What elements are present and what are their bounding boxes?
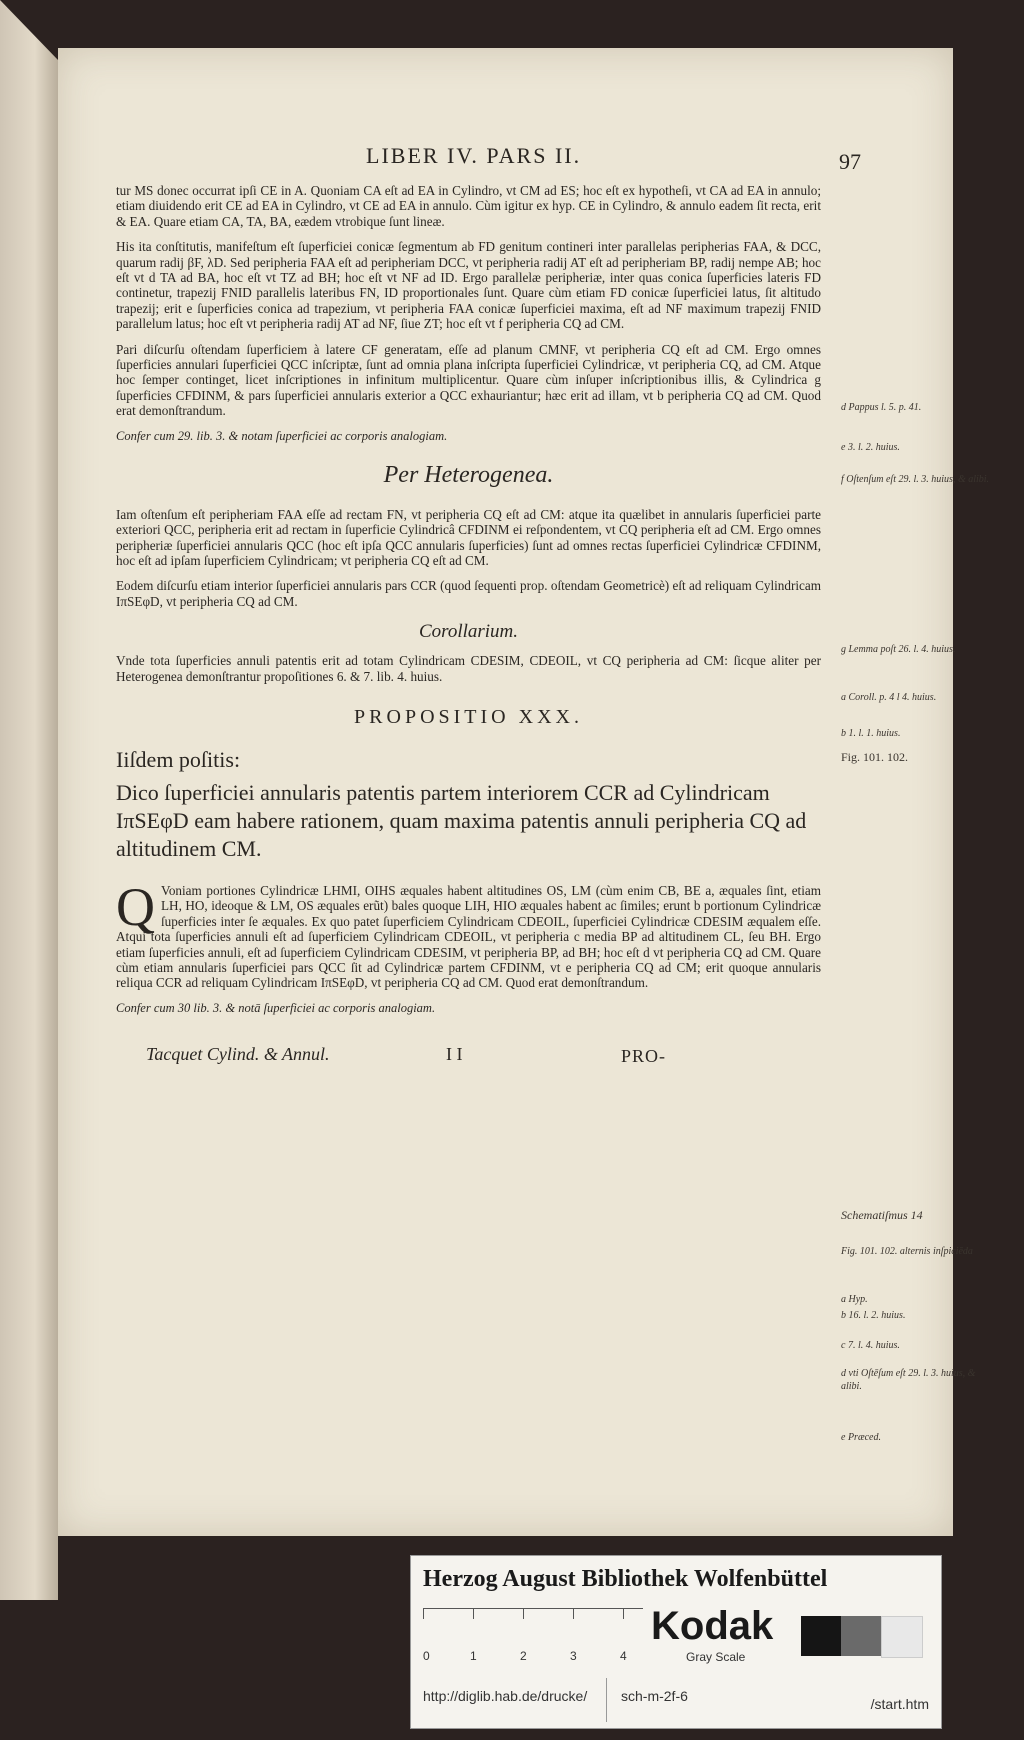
color-swatch-gray <box>841 1616 881 1656</box>
paragraph: Eodem diſcurſu etiam interior ſuperficiei annularis pars CCR (quod ſequenti prop. oſtendam Geometricè) eſt ad reliquam Cylindricam IπSEφD, vt peripheria CQ ad CM. <box>116 578 821 609</box>
signature-line: Tacquet Cylind. & Annul. <box>146 1043 330 1064</box>
margin-note: a Hyp. <box>841 1294 868 1305</box>
section-heading: Per Heterogenea. <box>383 461 554 488</box>
margin-note: b 1. l. 1. huius. <box>841 728 901 739</box>
proof-text <box>116 876 821 991</box>
ruler-number: 3 <box>570 1649 577 1663</box>
margin-note: d Pappus l. 5. p. 41. <box>841 402 922 413</box>
margin-note: c 7. l. 4. huius. <box>841 1340 900 1351</box>
margin-note: b 16. l. 2. huius. <box>841 1310 906 1321</box>
library-name: Herzog August Bibliothek Wolfenbüttel <box>423 1566 828 1592</box>
paragraph: Iam oſtenſum eſt peripheriam FAA eſſe ad rectam FN, vt peripheria CQ eſt ad CM: atque ita quælibet in annularis ſuperficiei parte exteriori QCC, peripheria erit ad rectam in ſuperficie Cylindricâ CFDINM ei reſpondentem, vt CQ peripheria eſt ad CM. Ergo omnes peripheriæ ſuperficiei annularis QCC (hoc eſt ipſa QCC annularis ſuperficies) ſunt ad omnes rectas ſuperficiei Cylindricæ CFDINM, hoc eſt ad ipſam ſuperficiem Cylindricam; vt peripheria CQ eſt ad CM. <box>116 506 821 568</box>
ruler-number: 2 <box>520 1649 527 1663</box>
label-divider <box>606 1678 607 1722</box>
page-footer <box>116 1044 821 1084</box>
drop-capital: Q <box>116 876 155 937</box>
margin-note: f Oſtenſum eſt 29. l. 3. huius, & alibi. <box>841 474 990 485</box>
proposition-heading: PROPOSITIO XXX. <box>354 705 583 728</box>
enunciation: Dico ſuperficiei annularis patentis partem interiorem CCR ad Cylindricam IπSEφD eam habere rationem, quam maxima patentis annuli peripheria CQ ad altitudinem CM. <box>116 779 807 861</box>
catchword: PRO- <box>621 1045 667 1066</box>
main-text-column <box>116 143 990 1443</box>
kodak-logo: Kodak <box>651 1604 774 1648</box>
folio-mark: I I <box>446 1043 463 1064</box>
book-page <box>58 48 990 1536</box>
running-header <box>116 143 861 183</box>
shelfmark: sch-m-2f-6 <box>621 1688 688 1704</box>
margin-note: d vti Oſtēſum eſt 29. l. 3. huius, & alibi. <box>841 1368 976 1392</box>
color-swatch-white <box>881 1616 923 1658</box>
paragraph: tur MS donec occurrat ipſi CE in A. Quoniam CA eſt ad EA in Cylindro, vt CM ad ES; hoc eſt ex hypotheſi, vt CA ad EA in annulo; etiam diuidendo erit CE ad EA in Cylindro, vt CE ad EA in annulo. Cùm igitur ex hyp. CE in Cylindro, & annulo eadem ſit recta, erit & EA. Quare etiam CA, TA, BA, eædem vtrobique ſunt lineæ. <box>116 183 821 229</box>
paragraph: Pari diſcurſu oſtendam ſuperficiem à latere CF generatam, eſſe ad planum CMNF, vt peripheria CQ eſt ad CM. Ergo omnes ſuperficies annulari ſuperficiei QCC inſcriptæ, ſunt ad omnia plana inſcripta ſuperficiei Cylindricæ, vt peripheria CQ, ad CM. Atque hoc ſemper continget, licet inſcriptiones in infinitum multiplicentur. Quare cùm inſuper inſcriptionibus illis, & Cylindrica g ſuperficies CFDINM, & pars ſuperficiei annularis exterior a QCC exhauriantur; hæc erit ad illam, vt b peripheria CQ ad CM. Quod erat demonſtrandum. <box>116 341 821 419</box>
library-scan-label <box>410 1555 942 1729</box>
catalog-url: http://diglib.hab.de/drucke/ <box>423 1688 588 1704</box>
margin-note: Fig. 101. 102. alternis inſpiciēda <box>841 1246 973 1257</box>
gray-scale-label: Gray Scale <box>686 1650 746 1664</box>
ruler-number: 1 <box>470 1649 477 1663</box>
ruler-number: 0 <box>423 1649 430 1663</box>
start-page-link: /start.htm <box>870 1696 929 1712</box>
color-swatch-black <box>801 1616 841 1656</box>
margin-note: g Lemma poſt 26. l. 4. huius. <box>841 644 956 655</box>
reference-note: Confer cum 30 lib. 3. & notā ſuperficiei ac corporis analogiam. <box>116 1000 436 1015</box>
page-number: 97 <box>839 149 861 174</box>
corollary-text: Vnde tota ſuperficies annuli patentis erit ad totam Cylindricam CDESIM, CDEOIL, vt CQ peripheria ad CM: ſicque aliter per Heterogenea demonſtrantur propoſitiones 6. & 7. lib. 4. huius. <box>116 653 821 684</box>
corollary-heading: Corollarium. <box>418 621 519 643</box>
proof-body: Voniam portiones Cylindricæ LHMI, OIHS æquales habent altitudines OS, LM (cùm enim CB, BE a, æquales ſint, etiam LH, HO, ideoque & LM, OS æquales erũt) bales quoque LIH, HIO æquales habent ac ſimiles; erunt b portionum Cylindricæ ſuperficies inter ſe æquales. Ex quo patet ſuperficiem Cylindricam CDEOIL, ſuperficiei Cylindricæ CDESIM æqualem eſſe. Atqui tota ſuperficies annuli eſt ad ſuperficiem Cylindricam CDEOIL, vt peripheria c media BP ad altitudinem CL, ſeu BH. Ergo etiam ſuperficies annuli, eſt ad ſuperficiem Cylindricam CDESIM, vt peripheria BP, ad BH; hoc eſt d vt peripheria CQ ad CM. Quare cùm etiam annularis ſuperficiei pars QCC ſit ad Cylindricæ partem CFDINM, vt e peripheria CQ ad CM; erit quoque annularis reliqua CCR ad reliquam Cylindricam IπSEφD, vt peripheria CQ ad CM. Quod erat demonſtrandum. <box>116 882 821 991</box>
running-title: LIBER IV. PARS II. <box>366 143 582 168</box>
ruler-number: 4 <box>620 1649 627 1663</box>
margin-note: e Præced. <box>841 1432 881 1443</box>
given-line: Iiſdem poſitis: <box>116 746 241 772</box>
margin-note: Schematiſmus 14 <box>841 1208 923 1222</box>
margin-note: a Coroll. p. 4 l 4. huius. <box>841 692 937 703</box>
scale-ruler <box>423 1608 643 1663</box>
margin-note: e 3. l. 2. huius. <box>841 442 900 453</box>
figure-reference: Fig. 101. 102. <box>841 750 909 764</box>
paragraph: His ita conſtitutis, manifeſtum eſt ſuperficiei conicæ ſegmentum ab FD genitum contineri inter parallelas peripherias FAA, & DCC, quarum radij βF, λD. Sed peripheria FAA eſt ad peripheriam DCC, vt peripheria radij AT eſt ad peripheriam BP, radij nempe AB; hoc eſt vt d TA ad BA, hoc eſt vt TZ ad BH; hoc eſt vt NF ad ID. Ergo parallelæ peripheriæ, inter quas conica ſuperficies lateris FD continetur, trapezij FNID parallelis lateribus FN, ID proportionales ſunt. Quare cùm etiam FD conicæ ſuperficiei latus, ſit altitudo trapezij; erit e ſuperficies conica ad trapezium, vt peripheria FAA conicæ ſuperficiei maxima, eſt ad NF maximum trapezij FNID parallelum latus; hoc eſt vt peripheria radij AT ad NF, ſiue ZT; hoc eſt vt f peripheria CQ ad CM. <box>116 239 821 332</box>
adjacent-page-edge <box>0 0 58 1600</box>
reference-note: Confer cum 29. lib. 3. & notam ſuperficiei ac corporis analogiam. <box>116 428 448 443</box>
